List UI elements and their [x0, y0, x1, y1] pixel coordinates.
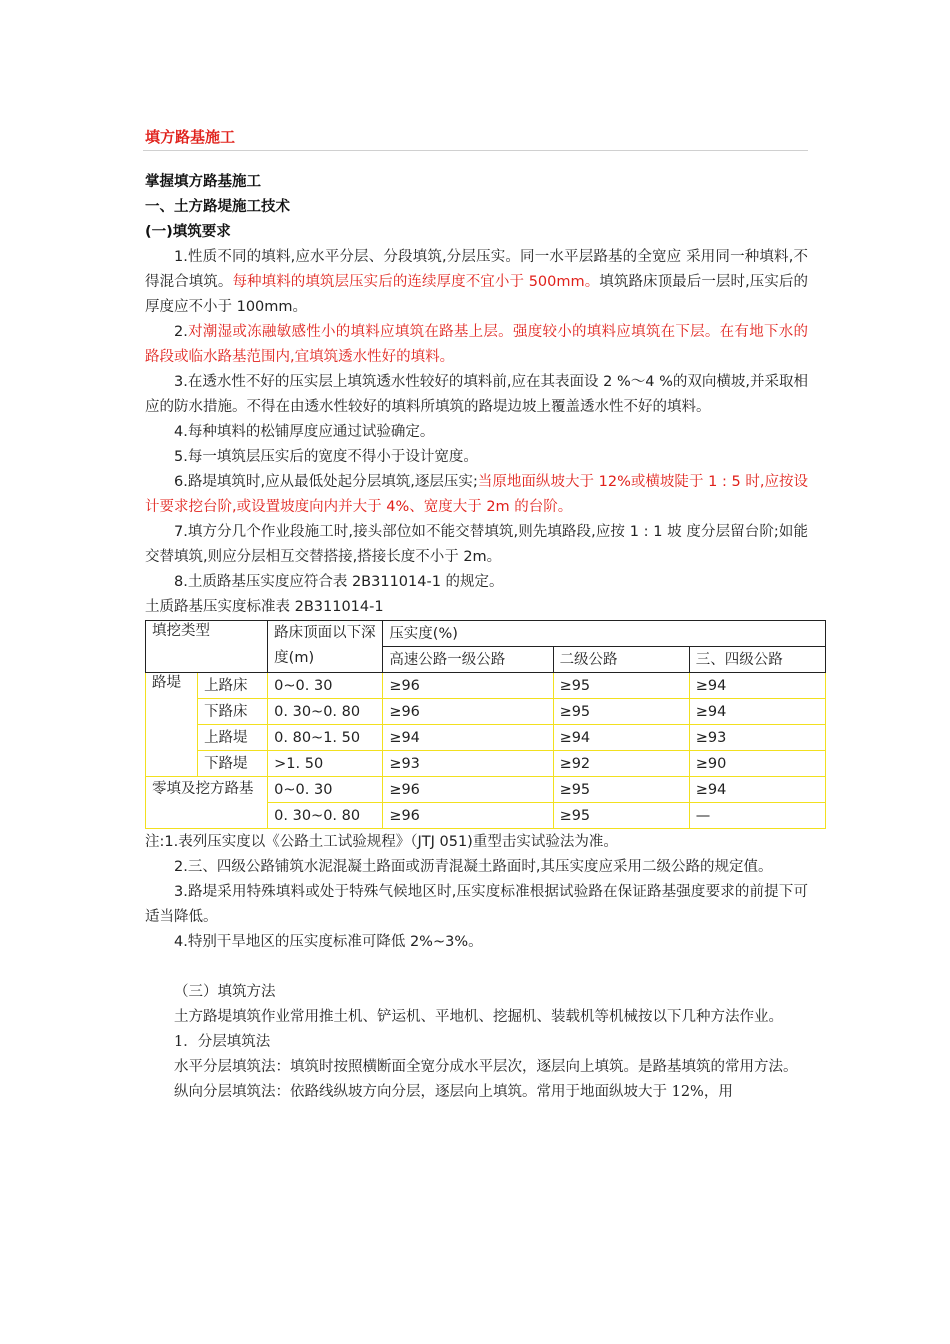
paragraph-item-3: 3.在透水性不好的压实层上填筑透水性较好的填料前,应在其表面设 2 %～4 %的双向横坡,并采取相应的防水措施。不得在由透水性较好的填料所填筑的路堤边坡上覆盖透水性不好的填料。	[145, 374, 808, 415]
table-caption: 土质路基压实度标准表 2B311014-1	[145, 599, 384, 615]
item-2-number: 2.	[174, 324, 188, 340]
cell-grade-3-4: ≥94	[689, 673, 825, 699]
cell-highway: ≥96	[383, 803, 553, 829]
section-filling-methods	[145, 980, 808, 1105]
table-row	[146, 699, 826, 725]
table-row	[146, 751, 826, 777]
paragraph-horizontal-layer: 水平分层填筑法：填筑时按照横断面全宽分成水平层次，逐层向上填筑。是路基填筑的常用方法。	[174, 1059, 798, 1075]
cell-depth: 0. 30~0. 80	[268, 803, 383, 829]
cell-highway: ≥94	[383, 725, 553, 751]
paragraph-item-1	[145, 245, 808, 320]
note-3: 3.路堤采用特殊填料或处于特殊气候地区时,压实度标准根据试验路在保证路基强度要求的前提下可适当降低。	[145, 884, 808, 925]
cell-grade-3-4: —	[689, 803, 825, 829]
paragraph-item-6	[145, 470, 808, 520]
cell-sub: 下路床	[198, 699, 268, 725]
document-body	[145, 170, 808, 1105]
compaction-table	[145, 620, 826, 829]
table-row	[146, 725, 826, 751]
cell-highway: ≥96	[383, 777, 553, 803]
cell-depth: 0~0. 30	[268, 673, 383, 699]
header-depth: 路床顶面以下深度(m)	[268, 621, 383, 673]
heading-subsection-1: (一)填筑要求	[145, 224, 231, 240]
table-row	[146, 777, 826, 803]
note-2: 2.三、四级公路铺筑水泥混凝土路面或沥青混凝土路面时,其压实度应采用二级公路的规定值。	[174, 859, 773, 875]
header-grade-3-4: 三、四级公路	[689, 647, 825, 673]
cell-depth: 0~0. 30	[268, 777, 383, 803]
note-4: 4.特别干旱地区的压实度标准可降低 2%~3%。	[174, 934, 483, 950]
item-6-highlight: 当原地面纵坡大于 12%或横坡陡于 1 : 5 时,应按设计要求挖台阶,或设置坡度向内并大于 4%、宽度大于 2m 的台阶。	[145, 474, 809, 515]
group-zero-fill: 零填及挖方路基	[146, 777, 268, 829]
cell-sub: 上路床	[198, 673, 268, 699]
cell-depth: 0. 30~0. 80	[268, 699, 383, 725]
cell-sub: 下路堤	[198, 751, 268, 777]
page-title: 填方路基施工	[145, 128, 236, 146]
cell-grade-3-4: ≥94	[689, 777, 825, 803]
cell-grade-2: ≥95	[553, 699, 689, 725]
cell-sub: 上路堤	[198, 725, 268, 751]
cell-grade-3-4: ≥94	[689, 699, 825, 725]
paragraph-vertical-layer: 纵向分层填筑法：依路线纵坡方向分层，逐层向上填筑。常用于地面纵坡大于 12%，用	[174, 1084, 733, 1100]
paragraph-item-5: 5.每一填筑层压实后的宽度不得小于设计宽度。	[174, 449, 478, 465]
header-fill-type: 填挖类型	[146, 621, 268, 673]
cell-depth: >1. 50	[268, 751, 383, 777]
paragraph-item-2	[145, 320, 808, 370]
table-row	[146, 673, 826, 699]
cell-highway: ≥93	[383, 751, 553, 777]
cell-depth: 0. 80~1. 50	[268, 725, 383, 751]
heading-filling-methods: （三）填筑方法	[174, 984, 276, 1000]
cell-grade-2: ≥94	[553, 725, 689, 751]
item-1-highlight: 每种填料的填筑层压实后的连续厚度不宜小于 500mm。	[232, 274, 600, 290]
header-highway: 高速公路一级公路	[383, 647, 553, 673]
title-divider	[143, 150, 808, 151]
paragraph-item-8: 8.土质路基压实度应符合表 2B311014-1 的规定。	[174, 574, 504, 590]
paragraph-item-7: 7.填方分几个作业段施工时,接头部位如不能交替填筑,则先填路段,应按 1 : 1 坡 度分层留台阶;如能交替填筑,则应分层相互交替搭接,搭接长度不小于 2m。	[145, 524, 808, 565]
item-1-text: 1.性质不同的填料,应水平分层、分段填筑,分层压实。同一水平层路基的全宽应 采用同一种填料,不得混合填筑。	[145, 249, 808, 290]
paragraph-item-4: 4.每种填料的松铺厚度应通过试验确定。	[174, 424, 435, 440]
heading-layered-method: 1．分层填筑法	[174, 1034, 271, 1050]
group-embankment: 路堤	[146, 673, 198, 777]
cell-grade-3-4: ≥93	[689, 725, 825, 751]
cell-grade-2: ≥95	[553, 673, 689, 699]
note-1: 注:1.表列压实度以《公路土工试验规程》（JTJ 051)重型击实试验法为准。	[145, 834, 618, 850]
heading-section-1: 一、土方路堤施工技术	[145, 199, 290, 215]
cell-grade-2: ≥95	[553, 777, 689, 803]
cell-grade-2: ≥92	[553, 751, 689, 777]
item-6-text: 6.路堤填筑时,应从最低处起分层填筑,逐层压实;	[174, 474, 478, 490]
item-1-text-end: 填筑路床顶最后一层时,压实后的厚度应不小于 100mm。	[145, 274, 808, 315]
paragraph-methods-intro: 土方路堤填筑作业常用推土机、铲运机、平地机、挖掘机、装载机等机械按以下几种方法作业。	[174, 1009, 783, 1025]
item-2-highlight: 对潮湿或冻融敏感性小的填料应填筑在路基上层。强度较小的填料应填筑在下层。在有地下水的路段或临水路基范围内,宜填筑透水性好的填料。	[145, 324, 808, 365]
cell-highway: ≥96	[383, 673, 553, 699]
cell-highway: ≥96	[383, 699, 553, 725]
cell-grade-3-4: ≥90	[689, 751, 825, 777]
heading-master: 掌握填方路基施工	[145, 174, 261, 190]
cell-grade-2: ≥95	[553, 803, 689, 829]
header-grade-2: 二级公路	[553, 647, 689, 673]
header-compaction: 压实度(%)	[383, 621, 826, 647]
